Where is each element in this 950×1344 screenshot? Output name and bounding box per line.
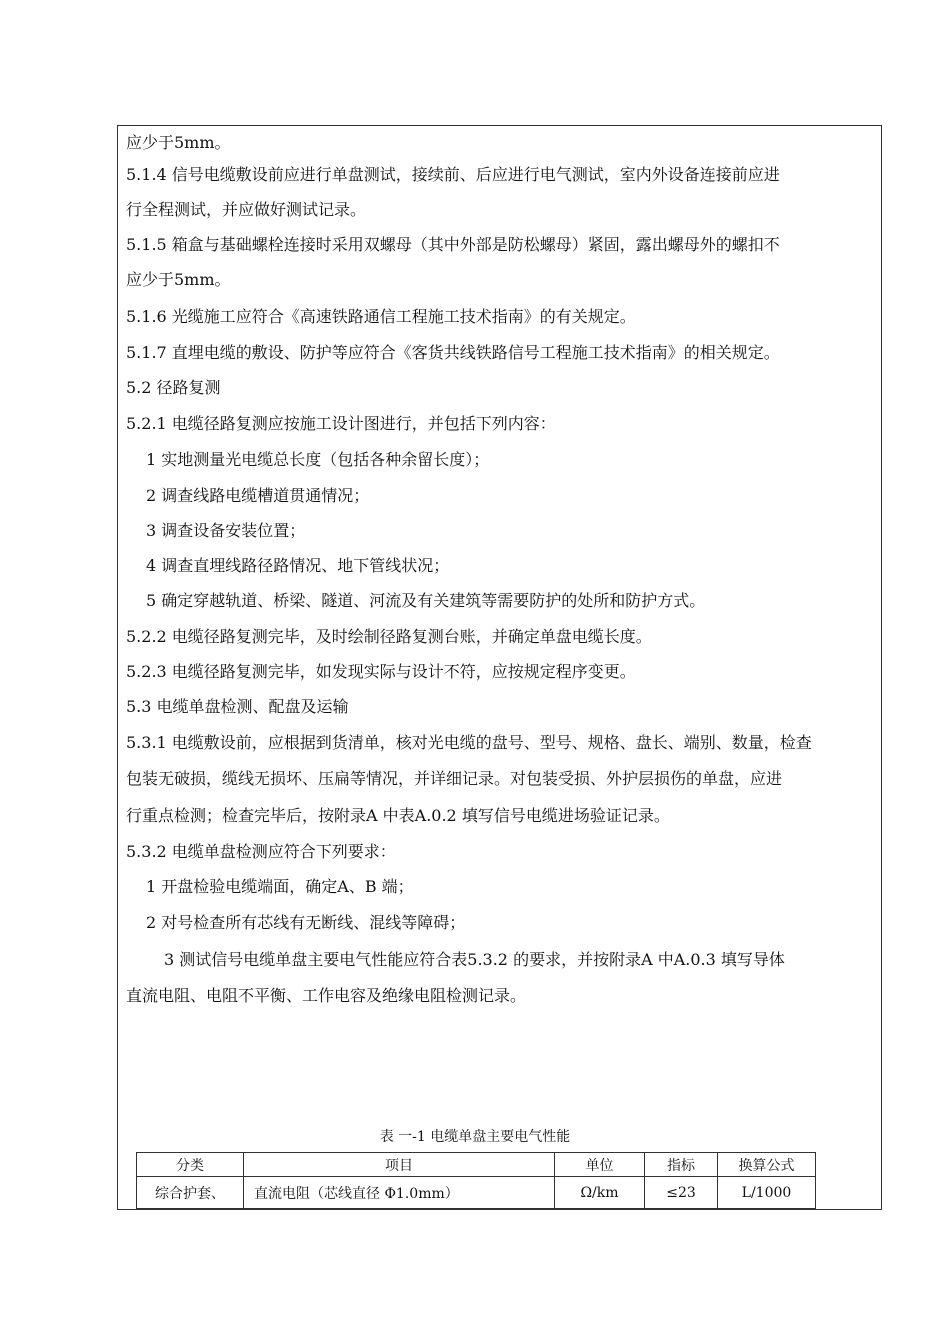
text-line: 应少于5mm。 bbox=[126, 133, 231, 152]
column-header: 指标 bbox=[645, 1153, 718, 1177]
column-header: 项目 bbox=[244, 1153, 555, 1177]
list-item: 2 对号检查所有芯线有无断线、混线等障碍； bbox=[146, 913, 466, 932]
table-cell: ≤23 bbox=[645, 1177, 718, 1209]
text-line: 包装无破损，缆线无损坏、压扁等情况，并详细记录。对包装受损、外护层损伤的单盘，应进 bbox=[126, 769, 783, 788]
table-row bbox=[137, 1177, 816, 1209]
text-line: 5.3.1 电缆敷设前，应根据到货清单，核对光电缆的盘号、型号、规格、盘长、端别、数量，检查 bbox=[126, 733, 812, 752]
list-item: 2 调查线路电缆槽道贯通情况； bbox=[146, 486, 370, 505]
electrical-performance-table bbox=[136, 1152, 816, 1209]
list-item: 5 确定穿越轨道、桥梁、隧道、河流及有关建筑等需要防护的处所和防护方式。 bbox=[146, 591, 706, 610]
text-line: 5.2.2 电缆径路复测完毕，及时绘制径路复测台账，并确定单盘电缆长度。 bbox=[126, 627, 652, 646]
list-item: 4 调查直埋线路径路情况、地下管线状况； bbox=[146, 556, 450, 575]
text-line: 应少于5mm。 bbox=[126, 270, 231, 289]
list-item: 3 测试信号电缆单盘主要电气性能应符合表5.3.2 的要求，并按附录A 中A.0.3 填写导体 bbox=[164, 950, 785, 969]
text-line: 5.1.6 光缆施工应符合《高速铁路通信工程施工技术指南》的有关规定。 bbox=[126, 307, 636, 326]
table-cell: Ω/km bbox=[555, 1177, 645, 1209]
text-line: 5.3.2 电缆单盘检测应符合下列要求： bbox=[126, 842, 396, 861]
table-header-row bbox=[137, 1153, 816, 1177]
text-line: 5.2.1 电缆径路复测应按施工设计图进行，并包括下列内容： bbox=[126, 414, 556, 433]
section-heading: 5.3 电缆单盘检测、配盘及运输 bbox=[126, 697, 349, 716]
column-header: 单位 bbox=[555, 1153, 645, 1177]
text-line: 5.1.5 箱盒与基础螺栓连接时采用双螺母（其中外部是防松螺母）紧固，露出螺母外的螺扣不 bbox=[126, 235, 780, 254]
table-cell: 直流电阻（芯线直径 Φ1.0mm） bbox=[244, 1177, 555, 1209]
section-heading: 5.2 径路复测 bbox=[126, 378, 221, 397]
list-item: 1 实地测量光电缆总长度（包括各种余留长度）； bbox=[146, 450, 490, 469]
table-caption: 表 一-1 电缆单盘主要电气性能 bbox=[379, 1129, 571, 1145]
list-item: 3 调查设备安装位置； bbox=[146, 521, 306, 540]
text-line: 直流电阻、电阻不平衡、工作电容及绝缘电阻检测记录。 bbox=[126, 986, 527, 1005]
column-header: 换算公式 bbox=[718, 1153, 816, 1177]
text-line: 5.2.3 电缆径路复测完毕，如发现实际与设计不符，应按规定程序变更。 bbox=[126, 662, 636, 681]
text-line: 5.1.7 直埋电缆的敷设、防护等应符合《客货共线铁路信号工程施工技术指南》的相关规定。 bbox=[126, 343, 780, 362]
text-line: 5.1.4 信号电缆敷设前应进行单盘测试，接续前、后应进行电气测试，室内外设备连接前应进 bbox=[126, 165, 780, 184]
text-line: 行重点检测；检查完毕后，按附录A 中表A.0.2 填写信号电缆进场验证记录。 bbox=[126, 806, 670, 825]
table-cell: L/1000 bbox=[718, 1177, 816, 1209]
column-header: 分类 bbox=[137, 1153, 244, 1177]
table-cell: 综合护套、 bbox=[137, 1177, 244, 1209]
text-line: 行全程测试，并应做好测试记录。 bbox=[126, 200, 367, 219]
list-item: 1 开盘检验电缆端面，确定A、B 端； bbox=[146, 877, 414, 896]
